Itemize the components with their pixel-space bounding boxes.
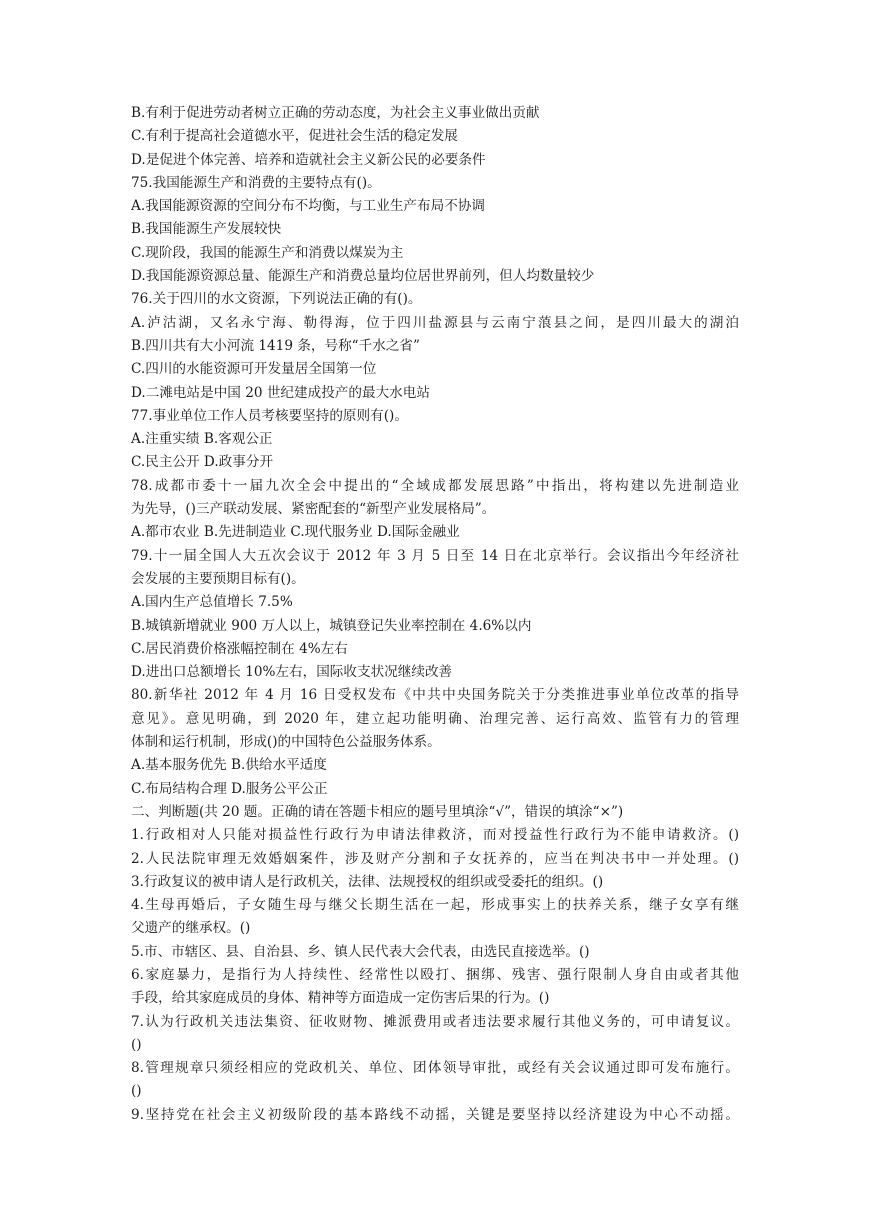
text-line: 1.行政相对人只能对损益性行政行为申请法律救济，而对授益性行政行为不能申请救济。() [131,827,739,844]
text-line: 会发展的主要预期目标有()。 [131,570,305,587]
text-line: C.四川的水能资源可开发量居全国第一位 [131,361,377,378]
text-line: A.注重实绩 B.客观公正 [131,431,273,448]
text-line: 79.十一届全国人大五次会议于 2012 年 3 月 5 日至 14 日在北京举行。会议指出今年经济社 [131,547,739,564]
text-line: 8.管理规章只须经相应的党政机关、单位、团体领导审批，或经有关会议通过即可发布施行。 [131,1060,739,1077]
text-line: C.现阶段，我国的能源生产和消费以煤炭为主 [131,244,404,261]
text-line: D.二滩电站是中国 20 世纪建成投产的最大水电站 [131,384,430,401]
text-line: 4.生母再婚后，子女随生母与继父长期生活在一起，形成事实上的扶养关系，继子女享有继 [131,897,739,914]
text-line: 3.行政复议的被申请人是行政机关，法律、法规授权的组织或受委托的组织。() [131,873,604,890]
text-line: 9.坚持党在社会主义初级阶段的基本路线不动摇，关键是要坚持以经济建设为中心不动摇。 [131,1106,739,1123]
text-line: A.基本服务优先 B.供给水平适度 [131,757,327,774]
text-line: D.我国能源资源总量、能源生产和消费总量均位居世界前列，但人均数量较少 [131,268,595,285]
document-body [131,102,739,1127]
text-line: 7.认为行政机关违法集资、征收财物、摊派费用或者违法要求履行其他义务的，可申请复议。 [131,1013,739,1030]
text-line: 5.市、市辖区、县、自治县、乡、镇人民代表大会代表，由选民直接选举。() [131,943,590,960]
text-line: 75.我国能源生产和消费的主要特点有()。 [131,174,381,191]
text-line: D.进出口总额增长 10%左右，国际收支状况继续改善 [131,664,453,681]
text-line: A.泸沽湖，又名永宁海、勒得海，位于四川盐源县与云南宁蒗县之间，是四川最大的湖泊 [131,314,739,331]
text-line: A.都市农业 B.先进制造业 C.现代服务业 D.国际金融业 [131,524,460,541]
text-line: 2.人民法院审理无效婚姻案件，涉及财产分割和子女抚养的，应当在判决书中一并处理。() [131,850,739,867]
text-line: B.四川共有大小河流 1419 条，号称“千水之省” [131,337,420,354]
text-line: B.城镇新增就业 900 万人以上，城镇登记失业率控制在 4.6%以内 [131,617,532,634]
text-line: 二、判断题(共 20 题。正确的请在答题卡相应的题号里填涂“√”，错误的填涂“×”) [131,803,624,820]
text-line: A.国内生产总值增长 7.5% [131,594,293,611]
text-line: 76.关于四川的水文资源，下列说法正确的有()。 [131,291,422,308]
text-line: 意见》。意见明确，到 2020 年，建立起功能明确、治理完善、运行高效、监管有力的管理 [131,710,739,727]
text-line: 77.事业单位工作人员考核要坚持的原则有()。 [131,407,408,424]
text-line: 父遗产的继承权。() [131,920,251,937]
text-line: 体制和运行机制，形成()的中国特色公益服务体系。 [131,734,441,751]
text-line: 80.新华社 2012 年 4 月 16 日受权发布《中共中央国务院关于分类推进事业单位改革的指导 [131,687,739,704]
text-line: () [131,1036,142,1053]
text-line: C.有利于提高社会道德水平，促进社会生活的稳定发展 [131,128,458,145]
text-line: A.我国能源资源的空间分布不均衡，与工业生产布局不协调 [131,198,485,215]
text-line: C.居民消费价格涨幅控制在 4%左右 [131,640,348,657]
text-line: 78.成都市委十一届九次全会中提出的“全域成都发展思路”中指出，将构建以先进制造业 [131,477,739,494]
text-line: C.布局结构合理 D.服务公平公正 [131,780,328,797]
text-line: 6.家庭暴力，是指行为人持续性、经常性以殴打、捆绑、残害、强行限制人身自由或者其他 [131,966,739,983]
text-line: () [131,1083,142,1100]
text-line: C.民主公开 D.政事分开 [131,454,274,471]
text-line: B.有利于促进劳动者树立正确的劳动态度，为社会主义事业做出贡献 [131,105,540,121]
text-line: 手段，给其家庭成员的身体、精神等方面造成一定伤害后果的行为。() [131,990,550,1007]
text-line: 为先导，()三产联动发展、紧密配套的“新型产业发展格局”。 [131,501,496,518]
text-line: B.我国能源生产发展较快 [131,221,282,238]
text-line: D.是促进个体完善、培养和造就社会主义新公民的必要条件 [131,151,486,168]
